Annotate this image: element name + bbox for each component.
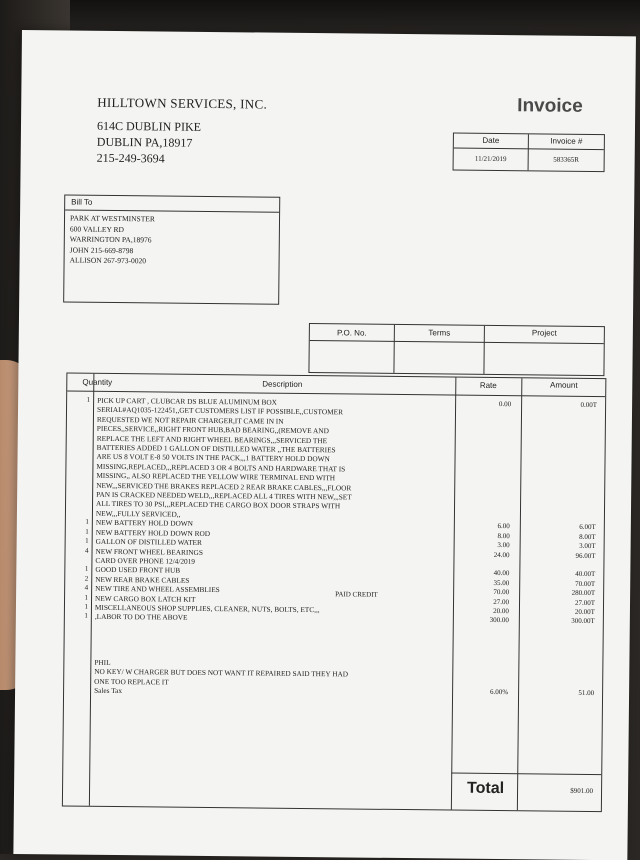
note-line: ONE TOO REPLACE IT [94, 676, 169, 687]
quantity-cell [67, 555, 88, 565]
description-column [95, 396, 451, 625]
terms-label: Terms [428, 328, 451, 338]
amount-cell: 6.00T [579, 523, 596, 532]
rate-cell: 70.00 [493, 588, 510, 597]
rate-cell [458, 494, 510, 504]
quantity-cell [68, 499, 89, 509]
description-line: NEW CARGO BOX LATCH KIT [95, 593, 196, 604]
rate-cell [458, 512, 510, 522]
quantity-cell [69, 414, 90, 424]
amount-cell: 300.00T [571, 617, 595, 626]
description-line: MISCELLANEOUS SHOP SUPPLIES, CLEANER, NUTS, BOLTS, ETC,,, [94, 602, 320, 615]
order-info-header-line [310, 340, 604, 344]
total-label: Total [466, 779, 505, 798]
quantity-cell [68, 452, 89, 462]
items-table [62, 372, 607, 812]
rate-cell: 300.00 [489, 616, 509, 625]
quantity-cell: 4 [84, 583, 89, 592]
quantity-cell: 4 [85, 546, 89, 555]
amount-column [523, 400, 597, 626]
invoice-paper [13, 30, 636, 860]
bill-to-box [63, 194, 280, 304]
rate-cell: 6.00 [497, 522, 510, 531]
description-line: NEW BATTERY HOLD DOWN ROD [95, 527, 211, 538]
amount-column-divider [517, 378, 523, 810]
rate-cell [459, 447, 511, 457]
bill-to-line: JOHN 215-669-8798 [69, 245, 134, 255]
description-line: CARD OVER PHONE 12/4/2019 [95, 555, 196, 566]
quantity-cell [69, 424, 90, 434]
quantity-cell: 2 [84, 574, 89, 583]
description-line: NEW REAR BRAKE CABLES [95, 574, 190, 585]
rate-column [457, 400, 511, 626]
total-top-line [451, 773, 601, 776]
amount-cell: 96.00T [575, 551, 596, 560]
bill-to-label: Bill To [71, 197, 93, 207]
amount-header: Amount [549, 380, 578, 390]
rate-header: Rate [479, 380, 497, 390]
order-info-box [308, 323, 605, 376]
rate-cell: 0.00 [498, 400, 512, 409]
company-phone: 215-249-3694 [96, 150, 165, 166]
company-address-line-2: DUBLIN PA,18917 [96, 134, 193, 150]
company-address-line-1: 614C DUBLIN PIKE [96, 118, 202, 134]
quantity-cell: 1 [84, 565, 89, 574]
description-line: REPLACE THE LEFT AND RIGHT WHEEL BEARINGS,,,SERVICED THE [96, 433, 328, 445]
rate-cell: 8.00 [497, 531, 510, 540]
total-value: $901.00 [570, 786, 594, 796]
quantity-header: Quantity [82, 377, 113, 387]
quantity-column [67, 396, 90, 622]
rate-cell [458, 484, 510, 494]
description-line: MISSING,REPLACED,,,REPLACED 3 OR 4 BOLTS AND HARDWARE THAT IS [96, 461, 346, 474]
amount-cell: 8.00T [579, 532, 596, 541]
quantity-cell [69, 433, 90, 443]
sales-tax-amount: 51.00 [578, 688, 595, 698]
description-line: NEW BATTERY HOLD DOWN [95, 518, 193, 529]
description-line: NEW FRONT WHEEL BEARINGS [95, 546, 203, 557]
amount-cell: 280.00T [571, 588, 596, 598]
quantity-cell [68, 490, 89, 500]
rate-cell: 20.00 [493, 606, 509, 616]
bill-to-line: ALLISON 267-973-0020 [69, 255, 147, 266]
description-line: MISSING,, ALSO REPLACED THE YELLOW WIRE TERMINAL END WITH [96, 471, 336, 483]
project-label: Project [531, 328, 557, 338]
po-number-label: P.O. No. [336, 328, 367, 338]
rate-cell [458, 503, 510, 513]
note-line: PHIL [94, 657, 111, 667]
rate-cell [457, 559, 509, 569]
description-line: NEW,,,FULLY SERVICED,, [95, 508, 181, 519]
description-line: NEW TIRE AND WHEEL ASSEMBLIES [95, 583, 220, 595]
rate-cell [458, 456, 510, 466]
description-line: NEW,,,SERVICED THE BRAKES REPLACED 2 REAR BRAKE CABLES,,,FLOOR [96, 480, 352, 493]
bill-to-header-line [65, 209, 279, 212]
quantity-cell: 1 [85, 527, 89, 536]
quantity-cell [68, 471, 89, 481]
quantity-cell: 1 [85, 536, 89, 545]
description-line: GALLON OF DISTILLED WATER [95, 536, 202, 548]
rate-cell [458, 465, 510, 475]
company-name: HILLTOWN SERVICES, INC. [97, 94, 268, 112]
invoice-meta-box [453, 133, 605, 173]
amount-cell: 70.00T [575, 579, 596, 588]
description-line: PICK UP CART , CLUBCAR DS BLUE ALUMINUM BOX [97, 395, 277, 407]
rate-cell: 27.00 [493, 597, 510, 606]
rate-cell: 35.00 [493, 578, 510, 587]
description-line: REQUESTED WE NOT REPAIR CHARGER,IT CAME IN IN [96, 414, 284, 426]
rate-cell [459, 428, 511, 438]
description-header: Description [262, 379, 303, 389]
rate-cell: 24.00 [493, 550, 510, 559]
quantity-cell [68, 508, 89, 518]
quantity-cell: 1 [84, 593, 89, 602]
rate-column-divider [451, 378, 457, 810]
bill-to-lines [70, 214, 155, 267]
amount-cell: 20.00T [574, 607, 595, 616]
description-line: PAN IS CRACKED NEEDED WELD,,,REPLACED ALL 4 TIRES WITH NEW,,,SET [96, 489, 352, 502]
description-line: ALL TIRES TO 30 PSI,,,REPLACED THE CARGO BOX DOOR STRAPS WITH [95, 499, 341, 511]
quantity-cell: 1 [84, 612, 88, 621]
sales-tax-label: Sales Tax [94, 686, 123, 696]
note-line: NO KEY/ W CHARGER BUT DOES NOT WANT IT REPAIRED SAID THEY HAD [94, 667, 349, 679]
rate-cell [458, 475, 510, 485]
quantity-cell: 1 [84, 602, 89, 611]
description-line: GOOD USED FRONT HUB [95, 565, 181, 575]
rate-cell: 40.00 [493, 569, 510, 578]
bill-to-line: WARRINGTON PA,18976 [69, 234, 152, 245]
description-line: BATTERIES ADDED 1 GALLON OF DISTILLED WATER ,,THE BATTERIES [96, 442, 336, 455]
amount-cell: 27.00T [574, 598, 596, 607]
bill-to-line: 600 VALLEY RD [69, 224, 124, 234]
date-label: Date [482, 135, 500, 146]
rate-cell [459, 409, 511, 419]
rate-cell: 3.00 [497, 541, 510, 550]
description-line: ,LABOR TO DO THE ABOVE [94, 612, 188, 623]
amount-cell: 40.00T [575, 570, 596, 579]
quantity-cell [69, 405, 90, 415]
amount-cell: 3.00T [579, 541, 596, 551]
meta-header-line [454, 148, 604, 151]
amount-cell: 0.00T [580, 400, 598, 410]
description-line: SERIAL#AQ1035-122451,,GET CUSTOMERS LIST IF POSSIBLE,,CUSTOMER [96, 405, 344, 417]
invoice-number: 583365R [553, 155, 580, 164]
quantity-cell [68, 480, 89, 490]
rate-cell [459, 418, 511, 428]
quantity-cell: 1 [85, 517, 89, 527]
document-title: Invoice [517, 95, 583, 117]
invoice-number-label: Invoice # [550, 136, 583, 146]
paid-credit-note: PAID CREDIT [335, 590, 378, 599]
quantity-cell: 1 [86, 395, 91, 404]
quantity-cell [69, 443, 90, 453]
bill-to-line: PARK AT WESTMINSTER [69, 213, 155, 224]
description-line: PIECES,,SERVICE,,RIGHT FRONT HUB,BAD BEARING,,(REMOVE AND [96, 424, 329, 436]
description-line: ARE US 8 VOLT E-8 50 VOLTS IN THE PACK,,,1 BATTERY HOLD DOWN [96, 452, 330, 464]
rate-cell [459, 437, 511, 447]
quantity-cell [68, 461, 89, 471]
invoice-date: 11/21/2019 [474, 154, 507, 164]
sales-tax-rate: 6.00% [489, 687, 509, 697]
notes-block [94, 658, 448, 699]
